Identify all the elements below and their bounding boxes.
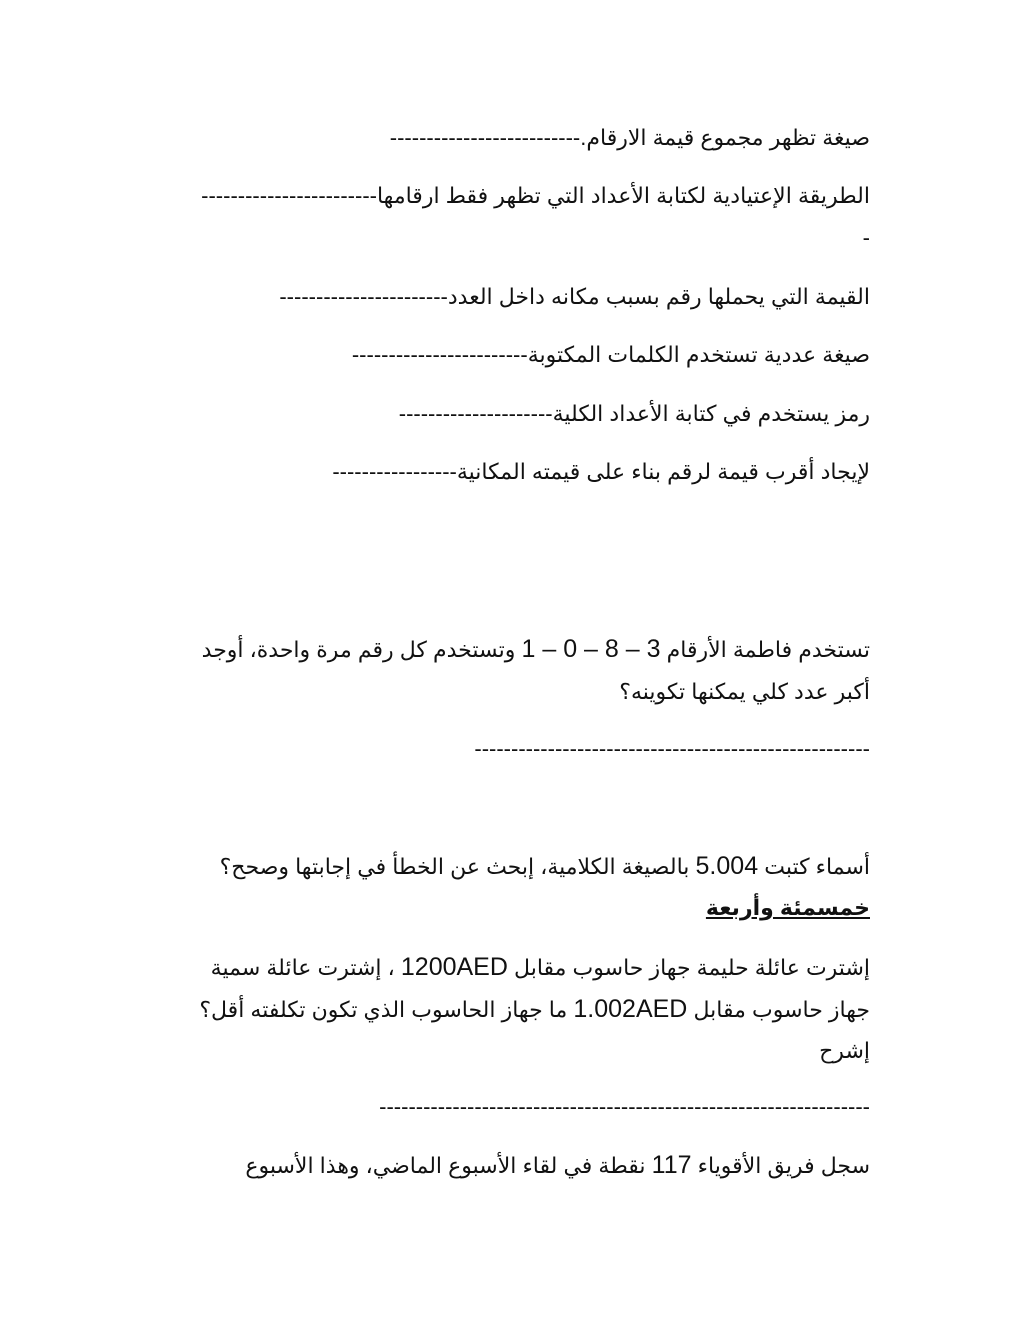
definition-2-overflow-dash: -: [862, 225, 870, 250]
definition-5-blank: ---------------------: [398, 401, 553, 426]
question-3-answer-blank: -------------------------------------------------------------------: [379, 1094, 870, 1119]
definition-4-blank: ------------------------: [351, 342, 528, 367]
definition-3-blank: -----------------------: [279, 284, 448, 309]
question-4-points: 117: [651, 1151, 692, 1179]
definition-5: [399, 399, 870, 429]
definition-4: [352, 340, 870, 370]
definition-2-blank: ------------------------: [201, 183, 377, 208]
question-3-text-c: جهاز حاسوب مقابل: [693, 997, 870, 1022]
definition-2-text: الطريقة الإعتيادية لكتابة الأعداد التي تظهر فقط ارقامها: [376, 183, 870, 208]
question-3-price-2: 1.002AED: [573, 995, 688, 1023]
question-3-text-b: ، إشترت عائلة سمية: [210, 955, 395, 980]
definition-1-blank: --------------------------: [389, 125, 581, 150]
question-1-digits: 1 – 0 – 8 – 3: [521, 635, 661, 663]
question-2-text-b: بالصيغة الكلامية، إبحث عن الخطأ في إجابتها وصحح؟: [219, 854, 690, 879]
definition-4-text: صيغة عددية تستخدم الكلمات المكتوبة: [527, 342, 870, 367]
question-1-line-2: أكبر عدد كلي يمكنها تكوينه؟: [619, 679, 870, 704]
question-2-line-1: [220, 851, 870, 882]
question-3-text-a: إشترت عائلة حليمة جهاز حاسوب مقابل: [514, 955, 870, 980]
question-2-student-answer: خمسمئة وأربعة: [705, 895, 870, 920]
question-3-line-2: [199, 994, 870, 1025]
definition-3-text: القيمة التي يحملها رقم بسبب مكانه داخل العدد: [447, 284, 870, 309]
question-3-text-d: ما جهاز الحاسوب الذي تكون تكلفته أقل؟: [199, 997, 568, 1022]
definition-6-text: لإيجاد أقرب قيمة لرقم بناء على قيمته المكانية: [456, 459, 870, 484]
question-4-text-b: نقطة في لقاء الأسبوع الماضي، وهذا الأسبوع: [245, 1153, 646, 1178]
question-3-line-1: [211, 952, 870, 983]
question-2-text-a: أسماء كتبت: [764, 854, 870, 879]
definition-2: [201, 181, 870, 211]
question-3-line-3: إشرح: [819, 1038, 870, 1063]
definition-5-text: رمز يستخدم في كتابة الأعداد الكلية: [552, 401, 870, 426]
question-1-line-1: [202, 634, 870, 665]
definition-6-blank: -----------------: [332, 459, 457, 484]
question-1-text-b: وتستخدم كل رقم مرة واحدة، أوجد: [201, 637, 516, 662]
question-3-price-1: 1200AED: [400, 953, 508, 981]
definition-1: [390, 123, 870, 153]
question-4-line-1: [245, 1150, 870, 1181]
question-2-number: 5.004: [695, 852, 759, 880]
definition-1-text: صيغة تظهر مجموع قيمة الارقام.: [580, 125, 870, 150]
definition-3: [279, 282, 870, 312]
question-1-text-a: تستخدم فاطمة الأرقام: [666, 637, 870, 662]
definition-6: [332, 457, 870, 487]
question-4-text-a: سجل فريق الأقوياء: [697, 1153, 870, 1178]
question-1-answer-blank: ------------------------------------------------------: [474, 736, 870, 761]
definition-2-overflow: [863, 223, 870, 253]
